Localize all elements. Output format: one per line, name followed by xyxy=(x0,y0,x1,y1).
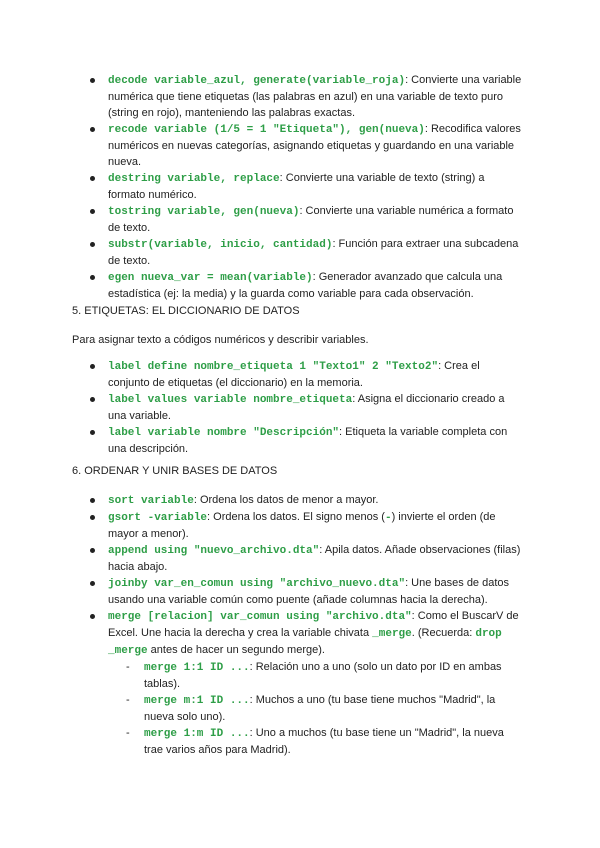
list-item xyxy=(0,575,600,608)
command-code: merge 1:m ID ... xyxy=(144,728,250,740)
command-code: substr(variable, inicio, cantidad) xyxy=(108,239,333,251)
command-description: : Asigna el diccionario creado a una variable. xyxy=(108,393,505,422)
section-6-heading: 6. ORDENAR Y UNIR BASES DE DATOS xyxy=(72,465,278,477)
list-item xyxy=(0,121,600,170)
command-description: : Convierte una variable numérica que tiene etiquetas (las palabras en azul) en una variable de texto puro (string en rojo), manteniendo las palabras exactas. xyxy=(108,74,522,119)
command-description: : Generador avanzado que calcula una estadística (ej: la media) y la guarda como variable para cada observación. xyxy=(108,271,503,300)
command-code: merge [relacion] var_comun using "archivo.dta" xyxy=(108,611,412,623)
command-description: : Recodifica valores numéricos en nuevas categorías, asignando etiquetas y guardando en una variable nueva. xyxy=(108,123,521,168)
list-item xyxy=(0,391,600,424)
command-description: : Crea el conjunto de etiquetas (el diccionario) en la memoria. xyxy=(108,360,480,389)
section-5-heading: 5. ETIQUETAS: EL DICCIONARIO DE DATOS xyxy=(72,305,300,317)
sub-list-item xyxy=(108,725,522,758)
list-item xyxy=(0,269,600,302)
command-code: tostring variable, gen(nueva) xyxy=(108,206,300,218)
command-description: : Uno a muchos (tu base tiene un "Madrid", la nueva trae varios años para Madrid). xyxy=(144,727,504,756)
command-code: label variable nombre "Descripción" xyxy=(108,427,340,439)
list-item xyxy=(0,492,600,509)
command-list-6 xyxy=(0,492,600,758)
command-description: : Relación uno a uno (solo un dato por ID en ambas tablas). xyxy=(144,661,502,690)
merge-variable-code: _merge xyxy=(372,628,412,640)
command-code: label values variable nombre_etiqueta xyxy=(108,394,353,406)
list-item xyxy=(0,236,600,269)
sub-list-item xyxy=(108,659,522,692)
command-code: decode variable_azul, generate(variable_roja) xyxy=(108,75,406,87)
minus-sign-code: - xyxy=(384,512,392,524)
command-code: label define nombre_etiqueta 1 "Texto1" 2 "Texto2" xyxy=(108,361,439,373)
command-list-5 xyxy=(0,358,600,457)
command-code: gsort -variable xyxy=(108,512,208,524)
command-code: egen nueva_var = mean(variable) xyxy=(108,272,313,284)
command-list-1 xyxy=(0,72,600,302)
list-item xyxy=(0,424,600,457)
merge-sublist xyxy=(108,659,522,758)
list-item xyxy=(0,72,600,121)
command-code: destring variable, replace xyxy=(108,173,280,185)
list-item xyxy=(0,203,600,236)
list-item xyxy=(0,170,600,203)
command-code: recode variable (1/5 = 1 "Etiqueta"), gen(nueva) xyxy=(108,124,425,136)
command-code: merge 1:1 ID ... xyxy=(144,662,250,674)
command-code: append using "nuevo_archivo.dta" xyxy=(108,545,320,557)
list-item xyxy=(0,509,600,542)
command-description-end: antes de hacer un segundo merge). xyxy=(147,644,325,656)
command-description: : Apila datos. Añade observaciones (filas) hacia abajo. xyxy=(108,544,521,573)
command-code: merge m:1 ID ... xyxy=(144,695,250,707)
command-description: : Etiqueta la variable completa con una descripción. xyxy=(108,426,508,455)
command-description: : Une bases de datos usando una variable común como puente (añade columnas hacia la derecha). xyxy=(108,577,510,606)
command-description-cont: ) invierte el orden (de mayor a menor). xyxy=(108,511,496,540)
command-code: sort variable xyxy=(108,495,194,507)
command-description: : Muchos a uno (tu base tiene muchos "Madrid", la nueva solo uno). xyxy=(144,694,496,723)
list-item xyxy=(0,358,600,391)
command-description-cont: . (Recuerda: xyxy=(411,627,476,639)
command-description: : Función para extraer una subcadena de texto. xyxy=(108,238,519,267)
command-description: : Convierte una variable numérica a formato de texto. xyxy=(108,205,514,234)
list-item xyxy=(0,542,600,575)
section-5-intro: Para asignar texto a códigos numéricos y describir variables. xyxy=(72,334,369,346)
command-description: : Ordena los datos. El signo menos ( xyxy=(207,511,385,523)
sub-list-item xyxy=(108,692,522,725)
drop-merge-code: drop _merge xyxy=(108,628,502,657)
list-item xyxy=(0,608,600,758)
command-description: : Convierte una variable de texto (string) a formato numérico. xyxy=(108,172,485,201)
command-description: : Ordena los datos de menor a mayor. xyxy=(193,494,379,506)
command-code: joinby var_en_comun using "archivo_nuevo.dta" xyxy=(108,578,406,590)
command-description: : Como el BuscarV de Excel. Une hacia la derecha y crea la variable chivata xyxy=(108,610,519,639)
